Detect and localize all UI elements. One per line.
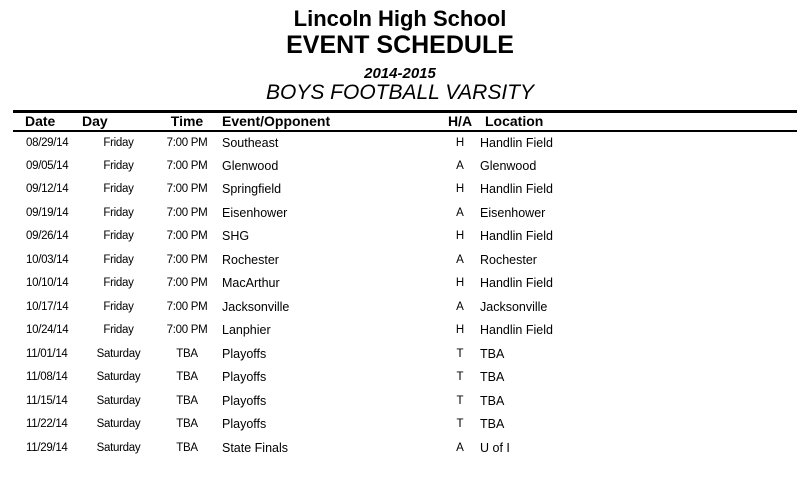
cell-location: TBA bbox=[480, 417, 505, 432]
cell-location: Glenwood bbox=[480, 158, 537, 173]
cell-date: 11/29/14 bbox=[26, 441, 68, 454]
schedule-row bbox=[13, 389, 797, 413]
cell-date: 11/22/14 bbox=[26, 418, 68, 431]
cell-date: 11/01/14 bbox=[26, 347, 68, 360]
cell-ha: T bbox=[456, 418, 464, 431]
cell-ha: T bbox=[456, 394, 464, 407]
cell-location: Rochester bbox=[480, 252, 537, 267]
team-label: BOYS FOOTBALL VARSITY bbox=[265, 81, 535, 104]
cell-day: Friday bbox=[103, 183, 134, 196]
schedule-row bbox=[13, 201, 797, 225]
cell-date: 10/10/14 bbox=[26, 277, 69, 290]
cell-ha: A bbox=[456, 441, 464, 454]
cell-day: Saturday bbox=[96, 441, 141, 454]
schedule-row bbox=[13, 248, 797, 272]
cell-location: TBA bbox=[480, 370, 505, 385]
cell-time: 7:00 PM bbox=[166, 136, 208, 149]
cell-ha: A bbox=[456, 159, 464, 172]
schedule-table bbox=[13, 110, 797, 460]
cell-day: Friday bbox=[103, 277, 134, 290]
cell-day: Friday bbox=[103, 136, 134, 149]
col-header-ha: H/A bbox=[440, 112, 480, 131]
cell-location: Handlin Field bbox=[480, 323, 553, 338]
cell-location: Handlin Field bbox=[480, 229, 553, 244]
schedule-row bbox=[13, 342, 797, 366]
cell-event: SHG bbox=[222, 229, 250, 244]
cell-event: Playoffs bbox=[222, 417, 267, 432]
col-header-event: Event/Opponent bbox=[219, 112, 440, 131]
cell-time: TBA bbox=[176, 347, 198, 360]
cell-time: 7:00 PM bbox=[166, 230, 208, 243]
cell-location: Handlin Field bbox=[480, 182, 553, 197]
cell-date: 10/24/14 bbox=[26, 324, 69, 337]
cell-ha: A bbox=[456, 253, 464, 266]
cell-date: 11/15/14 bbox=[26, 394, 68, 407]
cell-time: 7:00 PM bbox=[166, 253, 208, 266]
cell-day: Friday bbox=[103, 253, 134, 266]
cell-event: Glenwood bbox=[222, 158, 279, 173]
cell-time: 7:00 PM bbox=[166, 277, 208, 290]
cell-time: TBA bbox=[176, 418, 198, 431]
col-header-day: Day bbox=[82, 112, 155, 131]
cell-time: 7:00 PM bbox=[166, 300, 208, 313]
cell-time: 7:00 PM bbox=[166, 324, 208, 337]
cell-location: Handlin Field bbox=[480, 135, 553, 150]
cell-date: 09/12/14 bbox=[26, 183, 69, 196]
schedule-row bbox=[13, 225, 797, 249]
cell-location: Handlin Field bbox=[480, 276, 553, 291]
cell-ha: T bbox=[456, 371, 464, 384]
cell-date: 10/17/14 bbox=[26, 300, 69, 313]
cell-date: 08/29/14 bbox=[26, 136, 69, 149]
season-label: 2014-2015 bbox=[364, 65, 436, 82]
cell-day: Saturday bbox=[96, 394, 141, 407]
col-header-time: Time bbox=[155, 112, 219, 131]
col-header-date: Date bbox=[13, 112, 82, 131]
cell-date: 11/08/14 bbox=[26, 371, 68, 384]
school-name: Lincoln High School bbox=[293, 6, 507, 31]
schedule-row bbox=[13, 413, 797, 437]
cell-time: TBA bbox=[176, 441, 198, 454]
cell-date: 09/26/14 bbox=[26, 230, 69, 243]
cell-day: Friday bbox=[103, 230, 134, 243]
schedule-row bbox=[13, 366, 797, 390]
cell-ha: H bbox=[455, 230, 465, 243]
cell-day: Friday bbox=[103, 159, 134, 172]
cell-time: TBA bbox=[176, 394, 198, 407]
document-title: EVENT SCHEDULE bbox=[286, 31, 514, 59]
cell-event: Rochester bbox=[222, 252, 279, 267]
cell-event: Jacksonville bbox=[222, 299, 290, 314]
cell-event: Springfield bbox=[222, 182, 282, 197]
table-header-row bbox=[13, 112, 797, 131]
cell-ha: H bbox=[455, 277, 465, 290]
cell-event: Playoffs bbox=[222, 346, 267, 361]
cell-location: U of I bbox=[480, 440, 510, 455]
cell-date: 09/05/14 bbox=[26, 159, 69, 172]
cell-day: Friday bbox=[103, 324, 134, 337]
cell-day: Friday bbox=[103, 206, 134, 219]
cell-time: 7:00 PM bbox=[166, 159, 208, 172]
cell-time: 7:00 PM bbox=[166, 206, 208, 219]
schedule-row bbox=[13, 295, 797, 319]
cell-ha: A bbox=[456, 300, 464, 313]
cell-time: TBA bbox=[176, 371, 198, 384]
cell-event: State Finals bbox=[222, 440, 289, 455]
cell-event: Playoffs bbox=[222, 393, 267, 408]
cell-time: 7:00 PM bbox=[166, 183, 208, 196]
cell-date: 09/19/14 bbox=[26, 206, 69, 219]
schedule-row bbox=[13, 131, 797, 155]
cell-date: 10/03/14 bbox=[26, 253, 69, 266]
cell-day: Saturday bbox=[96, 371, 141, 384]
col-header-location: Location bbox=[480, 112, 797, 131]
cell-event: Lanphier bbox=[222, 323, 271, 338]
cell-ha: A bbox=[456, 206, 464, 219]
cell-event: Playoffs bbox=[222, 370, 267, 385]
cell-location: Eisenhower bbox=[480, 205, 546, 220]
cell-ha: T bbox=[456, 347, 464, 360]
cell-ha: H bbox=[455, 136, 465, 149]
schedule-row bbox=[13, 154, 797, 178]
schedule-row bbox=[13, 319, 797, 343]
cell-location: TBA bbox=[480, 346, 505, 361]
cell-ha: H bbox=[455, 324, 465, 337]
cell-event: Eisenhower bbox=[222, 205, 288, 220]
schedule-row bbox=[13, 436, 797, 460]
cell-location: Jacksonville bbox=[480, 299, 548, 314]
cell-ha: H bbox=[455, 183, 465, 196]
cell-location: TBA bbox=[480, 393, 505, 408]
schedule-row bbox=[13, 178, 797, 202]
cell-event: Southeast bbox=[222, 135, 279, 150]
cell-day: Friday bbox=[103, 300, 134, 313]
cell-event: MacArthur bbox=[222, 276, 280, 291]
cell-day: Saturday bbox=[96, 347, 141, 360]
schedule-row bbox=[13, 272, 797, 296]
cell-day: Saturday bbox=[96, 418, 141, 431]
